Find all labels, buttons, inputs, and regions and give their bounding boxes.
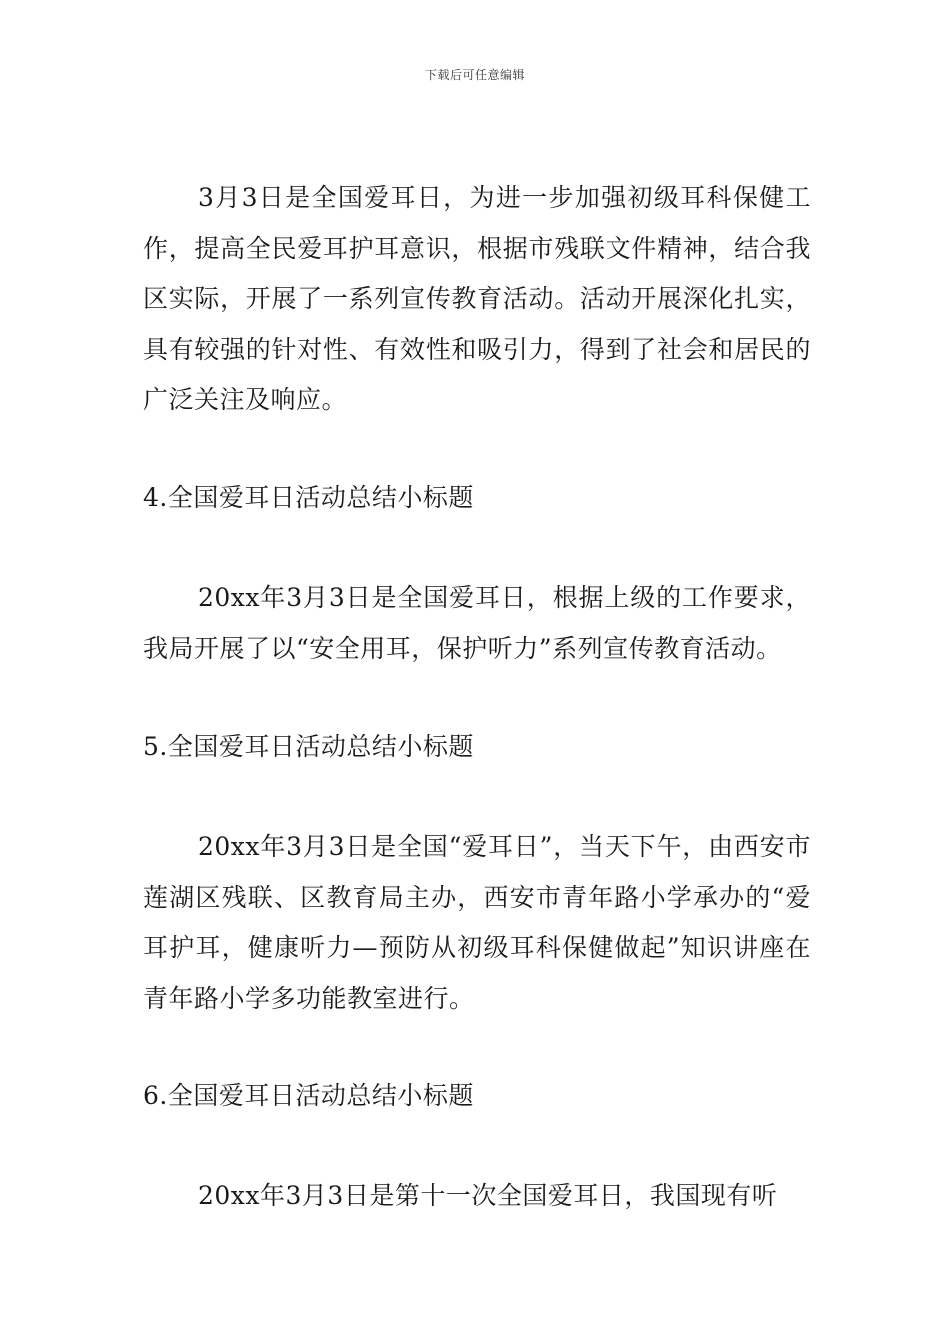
section-heading-4: 4.全国爱耳日活动总结小标题 — [143, 483, 474, 512]
paragraph-section-6: 20xx年3月3日是第十一次全国爱耳日，我国现有听 — [198, 1181, 778, 1210]
paragraph-section-5: 20xx年3月3日是全国“爱耳日”，当天下午，由西安市莲湖区残联、区教育局主办，西安市青年路小学承办的“爱耳护耳，健康听力—预防从初级耳科保健做起”知识讲座在青年路小学多功能教室进行。 — [143, 832, 811, 1013]
section-heading-6: 6.全国爱耳日活动总结小标题 — [143, 1081, 474, 1110]
section-heading-5: 5.全国爱耳日活动总结小标题 — [143, 732, 474, 761]
paragraph-section-4: 20xx年3月3日是全国爱耳日，根据上级的工作要求，我局开展了以“安全用耳，保护听力”系列宣传教育活动。 — [143, 583, 811, 663]
header-note: 下载后可任意编辑 — [424, 68, 525, 82]
paragraph-intro: 3月3日是全国爱耳日，为进一步加强初级耳科保健工作，提高全民爱耳护耳意识，根据市残联文件精神，结合我区实际，开展了一系列宣传教育活动。活动开展深化扎实，具有较强的针对性、有效性和吸引力，得到了社会和居民的广泛关注及响应。 — [143, 183, 811, 414]
